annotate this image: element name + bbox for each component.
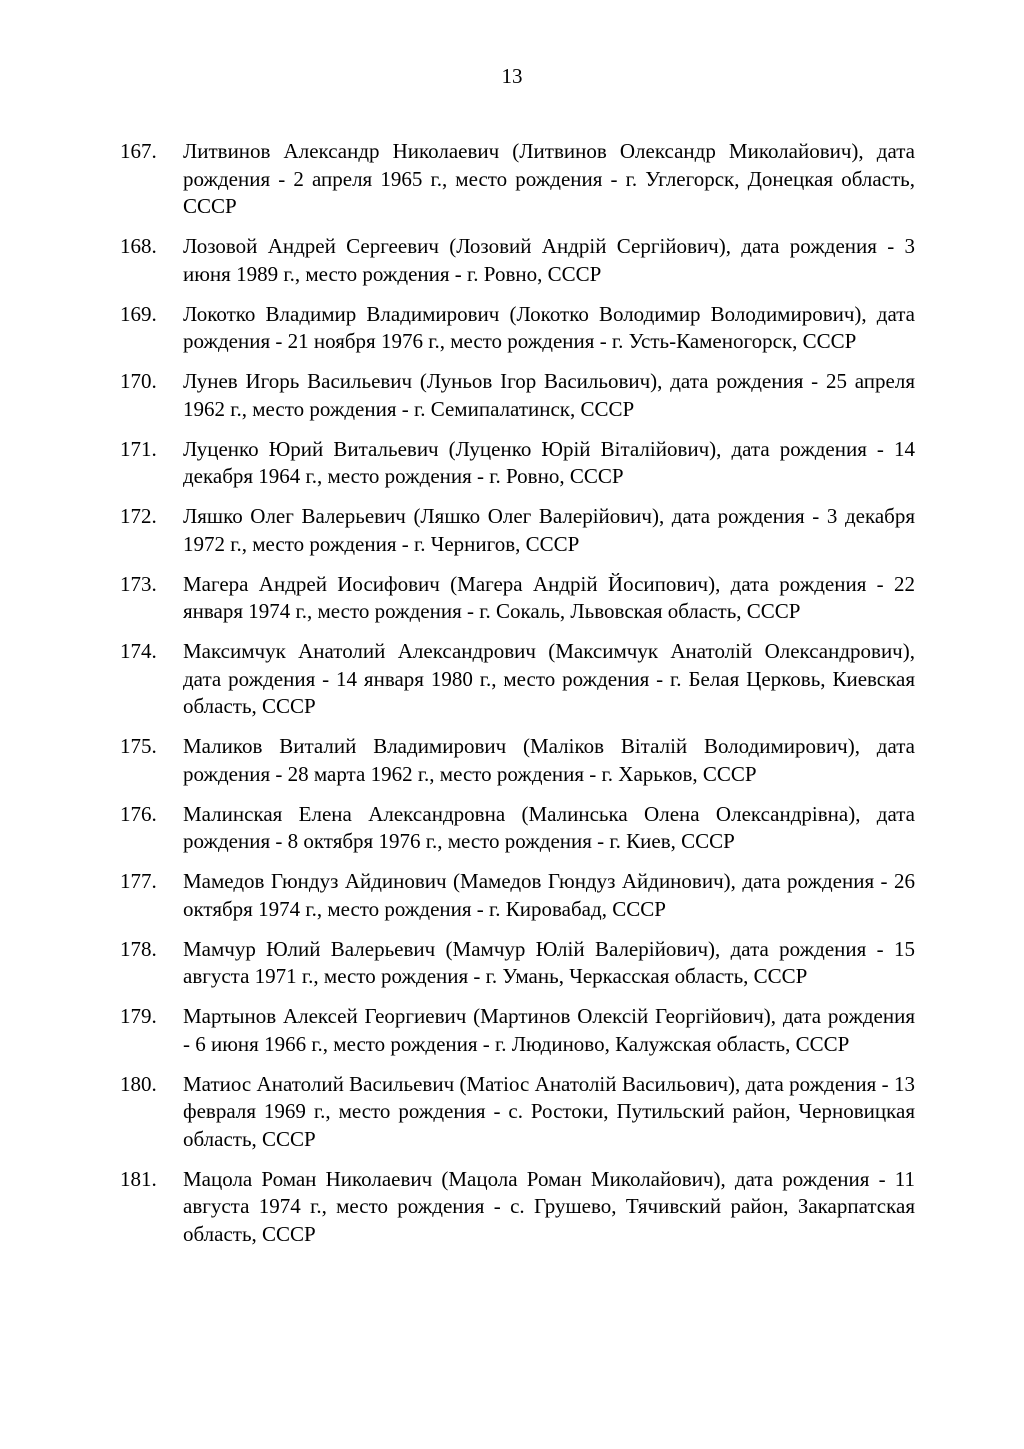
list-item [120, 801, 915, 856]
entry-number: 178. [120, 936, 157, 961]
list-item [120, 368, 915, 423]
entry-text: Максимчук Анатолий Александрович (Максимчук Анатолій Олександрович), дата рождения - 14 января 1980 г., место рождения - г. Белая Церковь, Киевская область, СССР [183, 639, 915, 718]
entry-number: 173. [120, 571, 157, 596]
list-item [120, 868, 915, 923]
list-item [120, 301, 915, 356]
list-item [120, 733, 915, 788]
entry-list [120, 138, 915, 1261]
entry-text: Мацола Роман Николаевич (Мацола Роман Миколайович), дата рождения - 11 августа 1974 г., место рождения - с. Грушево, Тячивский район, Закарпатская область, СССР [183, 1166, 915, 1246]
entry-number: 176. [120, 801, 157, 826]
entry-text: Малинская Елена Александровна (Малинська Олена Олександрівна), дата рождения - 8 октября 1976 г., место рождения - г. Киев, СССР [183, 801, 915, 853]
entry-number: 169. [120, 301, 157, 326]
list-item [120, 233, 915, 288]
entry-text: Литвинов Александр Николаевич (Литвинов Олександр Миколайович), дата рождения - 2 апреля 1965 г., место рождения - г. Углегорск, Донецкая область, СССР [183, 139, 915, 218]
entry-number: 181. [120, 1166, 157, 1191]
entry-number: 171. [120, 436, 157, 461]
entry-text: Мамчур Юлий Валерьевич (Мамчур Юлій Валерійович), дата рождения - 15 августа 1971 г., место рождения - г. Умань, Черкасская область, СССР [183, 936, 915, 988]
entry-number: 175. [120, 734, 157, 758]
entry-text: Магера Андрей Иосифович (Магера Андрій Йосипович), дата рождения - 22 января 1974 г., место рождения - г. Сокаль, Львовская область, СССР [183, 571, 915, 623]
entry-number: 167. [120, 139, 157, 163]
entry-text: Матиос Анатолий Васильевич (Матіос Анатолій Васильович), дата рождения - 13 февраля 1969 г., место рождения - с. Ростоки, Путильский район, Черновицкая область, СССР [183, 1071, 915, 1151]
list-item [120, 436, 915, 491]
entry-number: 177. [120, 869, 157, 893]
entry-text: Маликов Виталий Владимирович (Маліков Віталій Володимирович), дата рождения - 28 марта 1962 г., место рождения - г. Харьков, СССР [183, 734, 915, 786]
entry-text: Ляшко Олег Валерьевич (Ляшко Олег Валерійович), дата рождения - 3 декабря 1972 г., место рождения - г. Чернигов, СССР [183, 504, 915, 556]
entry-text: Луценко Юрий Витальевич (Луценко Юрій Віталійович), дата рождения - 14 декабря 1964 г., место рождения - г. Ровно, СССР [183, 436, 915, 488]
list-item [120, 1071, 915, 1154]
entry-text: Лозовой Андрей Сергеевич (Лозовий Андрій Сергійович), дата рождения - 3 июня 1989 г., место рождения - г. Ровно, СССР [183, 234, 915, 286]
entry-number: 172. [120, 504, 157, 528]
list-item [120, 638, 915, 721]
entry-number: 174. [120, 639, 157, 663]
list-item [120, 936, 915, 991]
list-item [120, 1166, 915, 1249]
entry-number: 170. [120, 369, 157, 393]
entry-text: Локотко Владимир Владимирович (Локотко Володимир Володимирович), дата рождения - 21 ноября 1976 г., место рождения - г. Усть-Каменогорск, СССР [183, 301, 915, 353]
list-item [120, 503, 915, 558]
list-item [120, 138, 915, 221]
entry-number: 168. [120, 234, 157, 258]
entry-text: Мартынов Алексей Георгиевич (Мартинов Олексій Георгійович), дата рождения - 6 июня 1966 г., место рождения - г. Людиново, Калужская область, СССР [183, 1004, 915, 1056]
page-number: 13 [501, 64, 523, 88]
entry-text: Мамедов Гюндуз Айдинович (Мамедов Гюндуз Айдинович), дата рождения - 26 октября 1974 г., место рождения - г. Кировабад, СССР [183, 869, 915, 921]
entry-text: Лунев Игорь Васильевич (Луньов Ігор Васильович), дата рождения - 25 апреля 1962 г., место рождения - г. Семипалатинск, СССР [183, 369, 915, 421]
entry-number: 180. [120, 1071, 157, 1096]
list-item [120, 1003, 915, 1058]
list-item [120, 571, 915, 626]
entry-number: 179. [120, 1004, 157, 1028]
